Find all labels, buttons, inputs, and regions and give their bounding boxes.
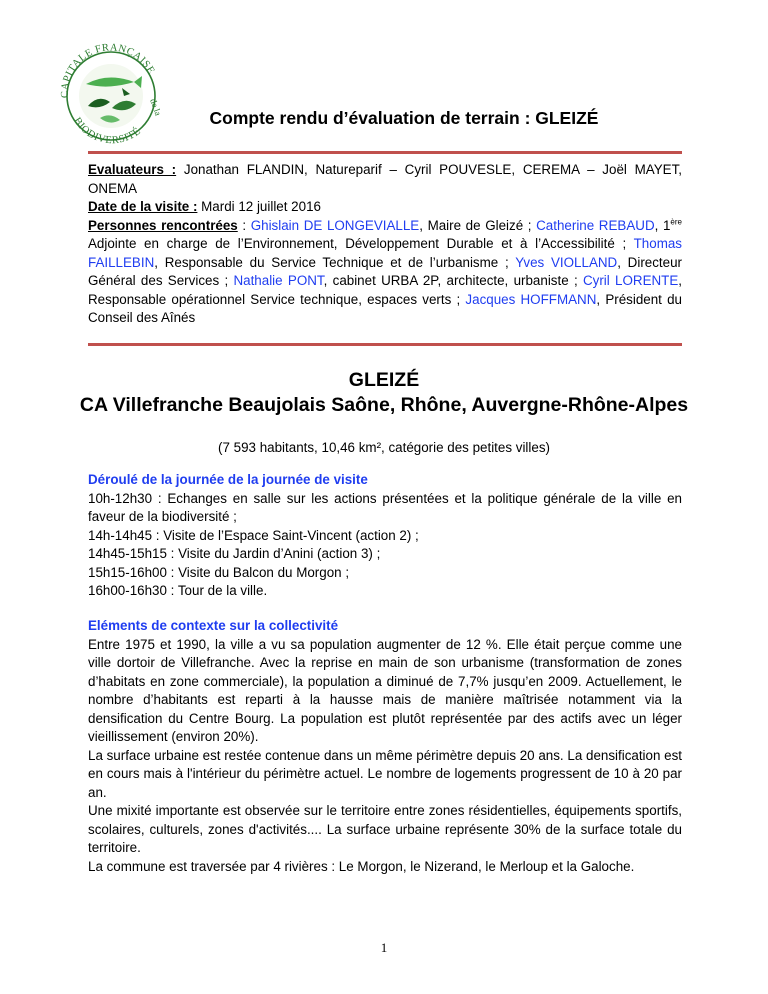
context-section <box>88 617 682 876</box>
svg-text:CAPITALE FRANÇAISE: CAPITALE FRANÇAISE <box>59 42 157 99</box>
context-paragraph: Une mixité importante est observée sur le territoire entre zones résidentielles, équipements sportifs, scolaires, culturels, zones d'activités.... La surface urbaine représente 30% de la surface totale du territoire. <box>88 803 682 855</box>
person-name: Cyril LORENTE <box>582 273 679 288</box>
person-name: Yves VIOLLAND <box>515 254 618 270</box>
schedule-item: 10h-12h30 : Echanges en salle sur les actions présentées et la politique générale de la ville en faveur de la biodiversité ; <box>88 490 682 524</box>
town-details: (7 593 habitants, 10,46 km², catégorie des petites villes) <box>218 440 550 455</box>
schedule-item: 15h15-16h00 : Visite du Balcon du Morgon ; <box>88 564 350 580</box>
document-title: Compte rendu d’évaluation de terrain : GLEIZÉ <box>209 108 599 128</box>
context-paragraph: La commune est traversée par 4 rivières : Le Morgon, le Nizerand, le Merloup et la Galoche. <box>88 858 635 874</box>
met-label: Personnes rencontrées <box>88 217 238 233</box>
evaluators-text: Jonathan FLANDIN, Natureparif – Cyril POUVESLE, CEREMA – Joël MAYET, ONEMA <box>88 162 682 196</box>
town-heading <box>0 368 768 418</box>
person-name: homas FAILLEBIN <box>88 236 682 270</box>
person-name: Nathalie PONT <box>233 273 324 288</box>
date-label: Date de la visite : <box>88 199 198 214</box>
evaluators-label: Evaluateurs : <box>88 162 177 177</box>
person-role: , cabinet URBA 2P, architecte, urbaniste ; <box>323 273 583 288</box>
schedule-item: 14h45-15h15 : Visite du Jardin d’Anini (action 3) ; <box>88 546 381 561</box>
person-role: , Directeur Général des Services ; <box>88 254 683 288</box>
schedule-item: 14h-14h45 : Visite de l’Espace Saint-Vincent (action 2) ; <box>88 527 419 543</box>
person-role: , Responsable opérationnel Service technique, espaces verts ; <box>88 273 683 307</box>
superscript: ère <box>670 217 682 227</box>
person-name: Catherine REBAUD <box>536 217 655 233</box>
person-role: , 1 <box>654 217 671 233</box>
logo-graphic <box>52 36 170 154</box>
town-region: CA Villefranche Beaujolais Saône, Rhône, Auvergne-Rhône-Alpes <box>79 394 689 416</box>
person-role: , Maire de Gleizé ; <box>419 217 537 233</box>
divider-top <box>88 151 682 154</box>
schedule-item: 16h00-16h30 : Tour de la ville. <box>88 583 268 598</box>
svg-text:BIODIVERSITÉ: BIODIVERSITÉ <box>71 115 144 147</box>
biodiversity-capital-logo <box>52 36 170 154</box>
page-number: 1 <box>380 940 388 955</box>
context-heading: Eléments de contexte sur la collectivité <box>88 618 339 633</box>
divider-bottom <box>88 343 682 346</box>
person-role: Adjointe en charge de l’Environnement, Développement Durable et à l’Accessibilité ; <box>88 236 634 251</box>
person-name: Ghislain DE LONGEVIALLE <box>250 217 420 233</box>
date-text: Mardi 12 juillet 2016 <box>197 199 321 214</box>
town-name: GLEIZÉ <box>348 369 420 391</box>
participants-section <box>88 161 682 328</box>
met-separator: : <box>237 217 251 233</box>
person-name: Jacques HOFFMANN <box>465 291 597 307</box>
context-paragraph: Entre 1975 et 1990, la ville a vu sa population augmenter de 12 %. Elle était perçue comme une ville dortoir de Villefranche. Avec la reprise en main de son urbanisme (transformation de zones d’habitats en zone commerciale), la population a diminué de 7,7% jusqu’en 2009. Actuellement, le nombre d’habitants est reparti à la hausse mais de manière maîtrisée notamment via la densification du Centre Bourg. La population est plutôt représentée par des actifs avec un léger vieillissement (environ 20%). <box>88 636 682 744</box>
svg-text:de la: de la <box>148 97 164 117</box>
person-role: , Responsable du Service Technique et de l’urbanisme ; <box>154 254 516 270</box>
schedule-section <box>88 471 682 601</box>
person-name-initial: T <box>633 236 642 251</box>
person-role: , Président du Conseil des Aînés <box>88 291 682 325</box>
context-paragraph: La surface urbaine est restée contenue dans un même périmètre depuis 20 ans. La densification est en cours mais à l'intérieur du périmètre actuel. Le nombre de logements progressent de 10 à 20 par an. <box>88 747 683 800</box>
schedule-heading: Déroulé de la journée de la journée de visite <box>88 472 368 487</box>
